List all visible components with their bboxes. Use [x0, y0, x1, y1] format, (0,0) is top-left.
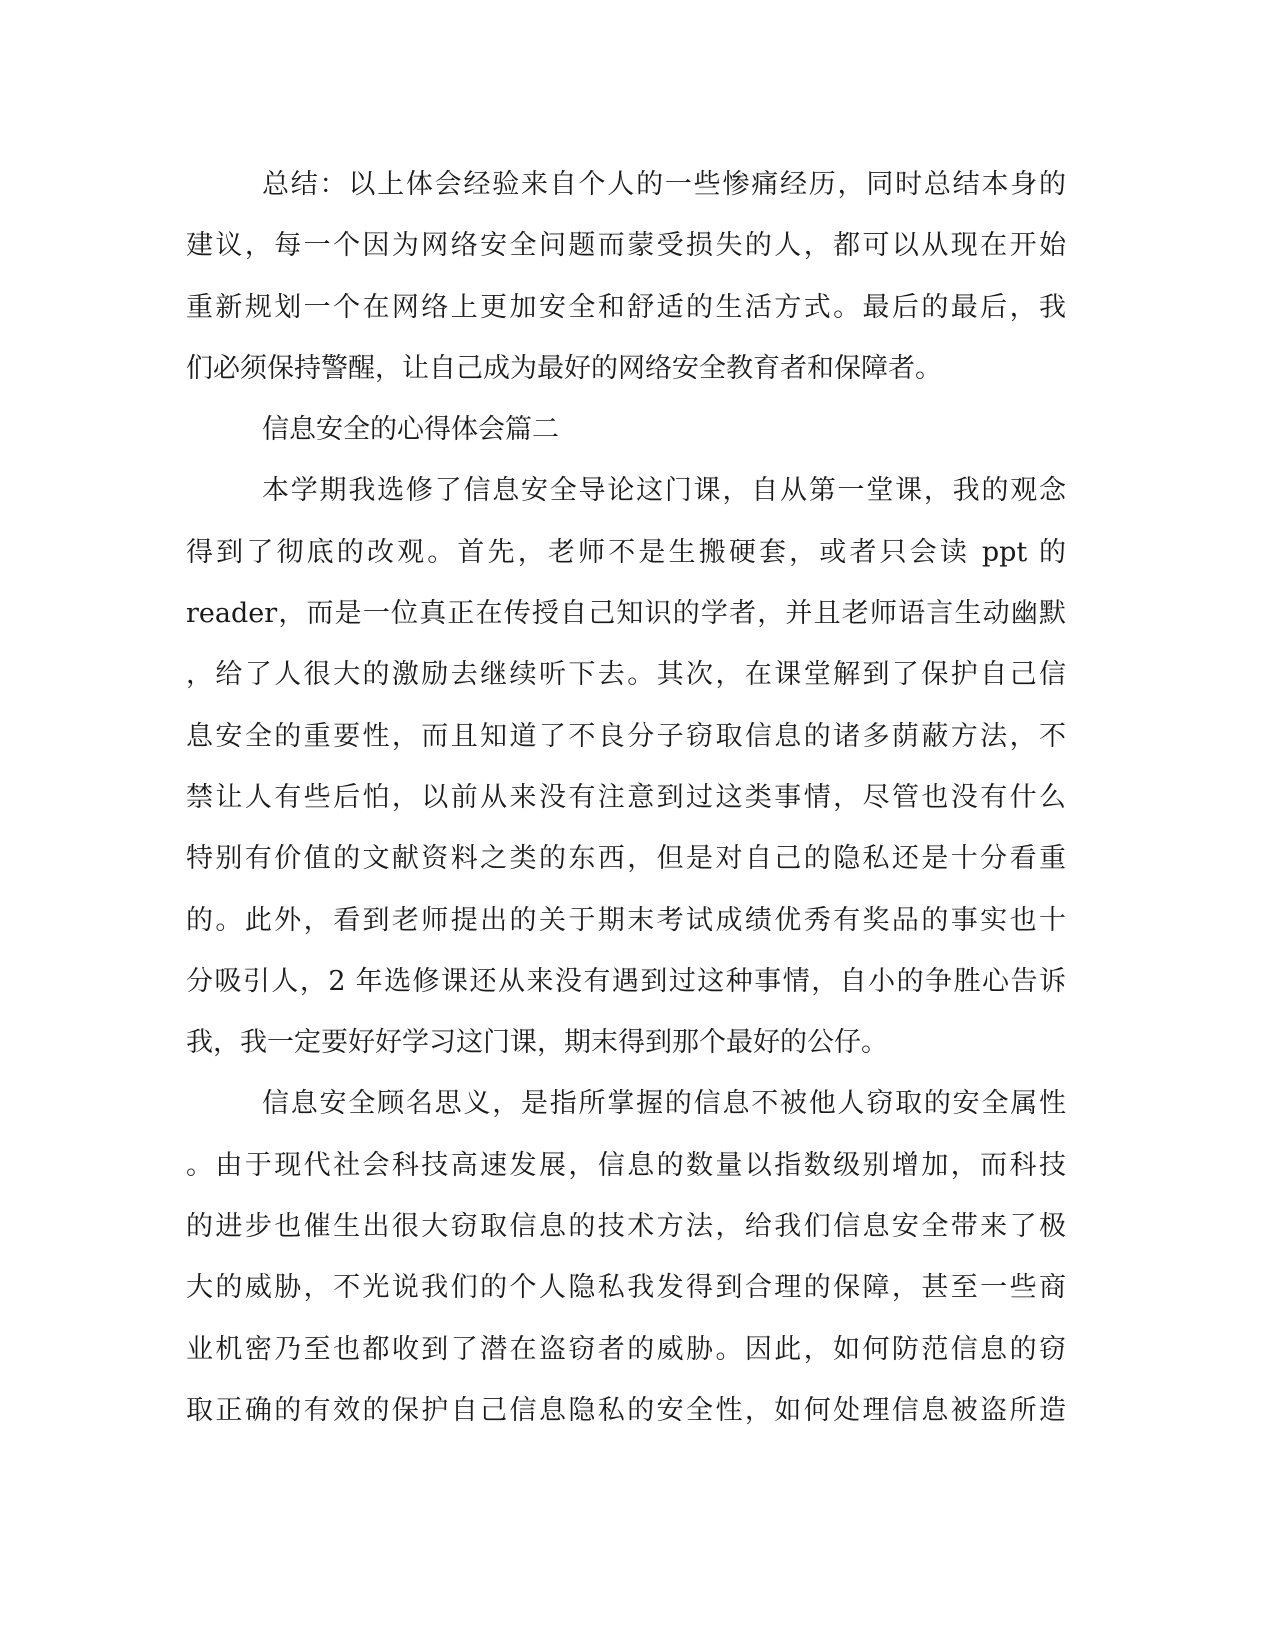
text-line: 重新规划一个在网络上更加安全和舒适的生活方式。最后的最后，我	[186, 291, 1066, 323]
text-line: 本学期我选修了信息安全导论这门课，自从第一堂课，我的观念	[262, 475, 1066, 507]
text-line: 大的威胁，不光说我们的个人隐私我发得到合理的保障，甚至一些商	[186, 1272, 1066, 1304]
document-body	[186, 165, 1066, 1452]
text-line: 取正确的有效的保护自己信息隐私的安全性，如何处理信息被盗所造	[186, 1394, 1066, 1426]
text-line: 信息安全顾名思义，是指所掌握的信息不被他人窃取的安全属性	[262, 1088, 1066, 1120]
text-line: 分吸引人，2 年选修课还从来没有遇到过这种事情，自小的争胜心告诉	[186, 965, 1066, 997]
text-line: 息安全的重要性，而且知道了不良分子窃取信息的诸多荫蔽方法，不	[186, 720, 1066, 752]
text-line: 的进步也催生出很大窃取信息的技术方法，给我们信息安全带来了极	[186, 1211, 1066, 1243]
text-line: 建议，每一个因为网络安全问题而蒙受损失的人，都可以从现在开始	[186, 230, 1066, 262]
text-line: 禁让人有些后怕，以前从来没有注意到过这类事情，尽管也没有什么	[186, 781, 1066, 813]
text-line: 的。此外，看到老师提出的关于期末考试成绩优秀有奖品的事实也十	[186, 904, 1066, 936]
text-line: ，给了人很大的激励去继续听下去。其次，在课堂解到了保护自己信	[186, 659, 1066, 691]
text-line: 。由于现代社会科技高速发展，信息的数量以指数级别增加，而科技	[186, 1149, 1066, 1181]
text-line: 总结：以上体会经验来自个人的一些惨痛经历，同时总结本身的	[262, 169, 1066, 200]
text-line: 特别有价值的文献资料之类的东西，但是对自己的隐私还是十分看重	[186, 843, 1066, 875]
text-line: 得到了彻底的改观。首先，老师不是生搬硬套，或者只会读 ppt 的	[186, 536, 1066, 568]
text-line: 业机密乃至也都收到了潜在盗窃者的威胁。因此，如何防范信息的窃	[186, 1333, 1066, 1365]
section-heading: 信息安全的心得体会篇二	[262, 414, 559, 446]
text-line: 我，我一定要好好学习这门课，期末得到那个最好的公仔。	[186, 1027, 888, 1059]
text-line: reader，而是一位真正在传授自己知识的学者，并且老师语言生动幽默	[186, 598, 1066, 630]
text-line: 们必须保持警醒，让自己成为最好的网络安全教育者和保障者。	[186, 352, 942, 384]
